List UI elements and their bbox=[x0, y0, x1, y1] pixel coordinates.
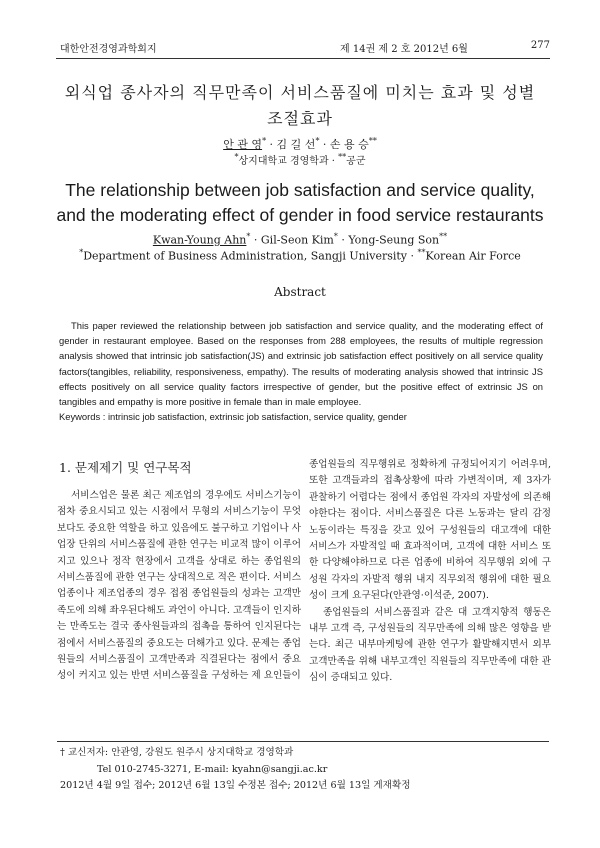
issue-info: 제 14권 제 2 호 2012년 6월 bbox=[340, 44, 468, 55]
footnote-dates: 2012년 4월 9일 접수; 2012년 6월 13일 수정본 접수; 2012년 6월 13일 게재확정 bbox=[60, 780, 411, 791]
korean-affil-2: 공군 bbox=[346, 156, 366, 167]
author-mark: ** bbox=[368, 136, 377, 146]
left-column bbox=[57, 488, 301, 685]
english-affil-1: Department of Business Administration, Sangji University · bbox=[83, 249, 418, 263]
affil-mark: * bbox=[79, 248, 84, 257]
dagger-mark: † bbox=[60, 747, 65, 758]
korean-author3: · 손 용 승 bbox=[319, 138, 369, 151]
running-header bbox=[60, 40, 550, 54]
korean-corresponding-author: 안 관 영 bbox=[223, 138, 263, 151]
section-heading: 1. 문제제기 및 연구목적 bbox=[59, 460, 192, 475]
abstract-heading: Abstract bbox=[274, 285, 326, 299]
english-author2: · Gil-Seon Kim bbox=[250, 233, 334, 247]
affil-mark: ** bbox=[417, 248, 426, 257]
footnote-corresponding bbox=[60, 745, 293, 760]
english-corresponding-author: Kwan-Young Ahn bbox=[152, 233, 247, 247]
korean-authors bbox=[40, 136, 560, 152]
body-paragraph: 서비스업은 물론 최근 제조업의 경우에도 서비스기능이 점차 중요시되고 있는 시점에서 무형의 서비스기능이 무엇보다도 중요한 역할을 하고 있음에도 불구하고 기업이나 사업장 단위의 서비스품질에 관한 연구는 비교적 많이 이루어지고 있으나 정작 현장에서 고객을 상대로 하는 종업원의 서비스품질에 관한 연구는 상대적으로 적은 편이다. 서비스업종이나 제조업종의 경우 접점 종업원들의 성과는 고객만족도에 의해 좌우된다해도 과언이 아니다. 고객들이 인지하는 만족도는 결국 종사원들과의 접촉을 통하여 인지된다는 점에서 서비스품질의 중요도는 더해가고 있다. 문제는 종업원들의 서비스품질이 고객만족과 직결된다는 점에서 중요성이 커지고 있는 반면 서비스품질을 구성하는 제 요인들이 bbox=[57, 490, 301, 682]
korean-title bbox=[40, 80, 560, 132]
english-affiliation bbox=[30, 248, 570, 263]
english-title-line1: The relationship between job satisfaction and service quality, bbox=[65, 180, 535, 200]
footnote-author: 교신저자: 안관영, 강원도 원주시 상지대학교 경영학과 bbox=[64, 747, 294, 758]
abstract-body bbox=[59, 318, 543, 424]
english-title-line2: and the moderating effect of gender in food service restaurants bbox=[56, 205, 544, 225]
english-affil-2: Korean Air Force bbox=[425, 249, 521, 263]
journal-name: 대한안전경영과학회지 bbox=[60, 44, 157, 55]
author-mark: * bbox=[262, 136, 267, 146]
affil-mark: * bbox=[234, 152, 239, 162]
body-paragraph: 종업원들의 직무행위로 정확하게 규정되어지기 어려우며, 또한 고객들과의 접촉상황에 따라 가변적이며, 제 3자가 관찰하기 어렵다는 점에서 종업원 각자의 자발성에 의존해야한다는 점이다. 서비스품질은 다른 노동과는 달리 감정노동이라는 특징을 갖고 있어 구성원들의 대고객에 대한 서비스가 자발적일 때 효과적이며, 고객에 대한 서비스 또한 다양해야하므로 다른 업종에 비하여 직무행위 외에 구성원 각자의 자발적 행위 내지 직무외적 행위에 대한 필요성이 크게 요구된다(안관영·이석준, 2007). bbox=[309, 459, 551, 602]
abstract-paragraph: This paper reviewed the relationship between job satisfaction and service quality, and the moderating effect of gender in restaurant employee. Based on the responses from 288 employees, the results of multiple regression analysis showed that intrinsic job satisfaction(JS) and extrinsic job satisfaction effect positively on all service quality factors(tangibles, reliability, responsiveness, empathy). The results of moderating analysis showed that intrinsic JS effects positively on all service quality factors irrespective of gender, but the positive effect of extrinsic JS on tangibles and empathy is more positive in female than in male employee. bbox=[59, 320, 543, 408]
keywords: Keywords : intrinsic job satisfaction, extrinsic job satisfaction, service quality, gender bbox=[59, 411, 407, 423]
author-mark: * bbox=[315, 136, 320, 146]
english-title bbox=[30, 178, 570, 228]
footnote-rule bbox=[57, 741, 549, 742]
affil-mark: ** bbox=[338, 152, 347, 162]
korean-title-line1: 외식업 종사자의 직무만족이 서비스품질에 미치는 효과 및 성별 bbox=[64, 83, 536, 102]
korean-affil-1: 상지대학교 경영학과 · bbox=[238, 156, 339, 167]
korean-affiliation bbox=[40, 152, 560, 167]
english-author3: · Yong-Seung Son bbox=[337, 233, 440, 247]
korean-title-line2: 조절효과 bbox=[267, 109, 333, 128]
korean-author2: · 김 길 선 bbox=[266, 138, 316, 151]
author-mark: * bbox=[333, 232, 338, 241]
author-mark: * bbox=[246, 232, 251, 241]
body-paragraph: 종업원들의 서비스품질과 같은 대 고객지향적 행동은 내부 고객 즉, 구성원들의 직무만족에 의해 많은 영향을 받는다. 최근 내부마케팅에 관한 연구가 활발해지면서 외부 고객만족을 위해 내부고객인 직원들의 직무만족에 대한 관심이 증대되고 있다. bbox=[309, 606, 551, 684]
header-rule bbox=[56, 58, 550, 59]
right-column bbox=[309, 457, 551, 687]
footnote-contact: Tel 010-2745-3271, E-mail: kyahn@sangji.ac.kr bbox=[97, 764, 328, 775]
english-authors bbox=[30, 232, 570, 247]
page-number: 277 bbox=[530, 40, 550, 51]
author-mark: ** bbox=[439, 232, 448, 241]
